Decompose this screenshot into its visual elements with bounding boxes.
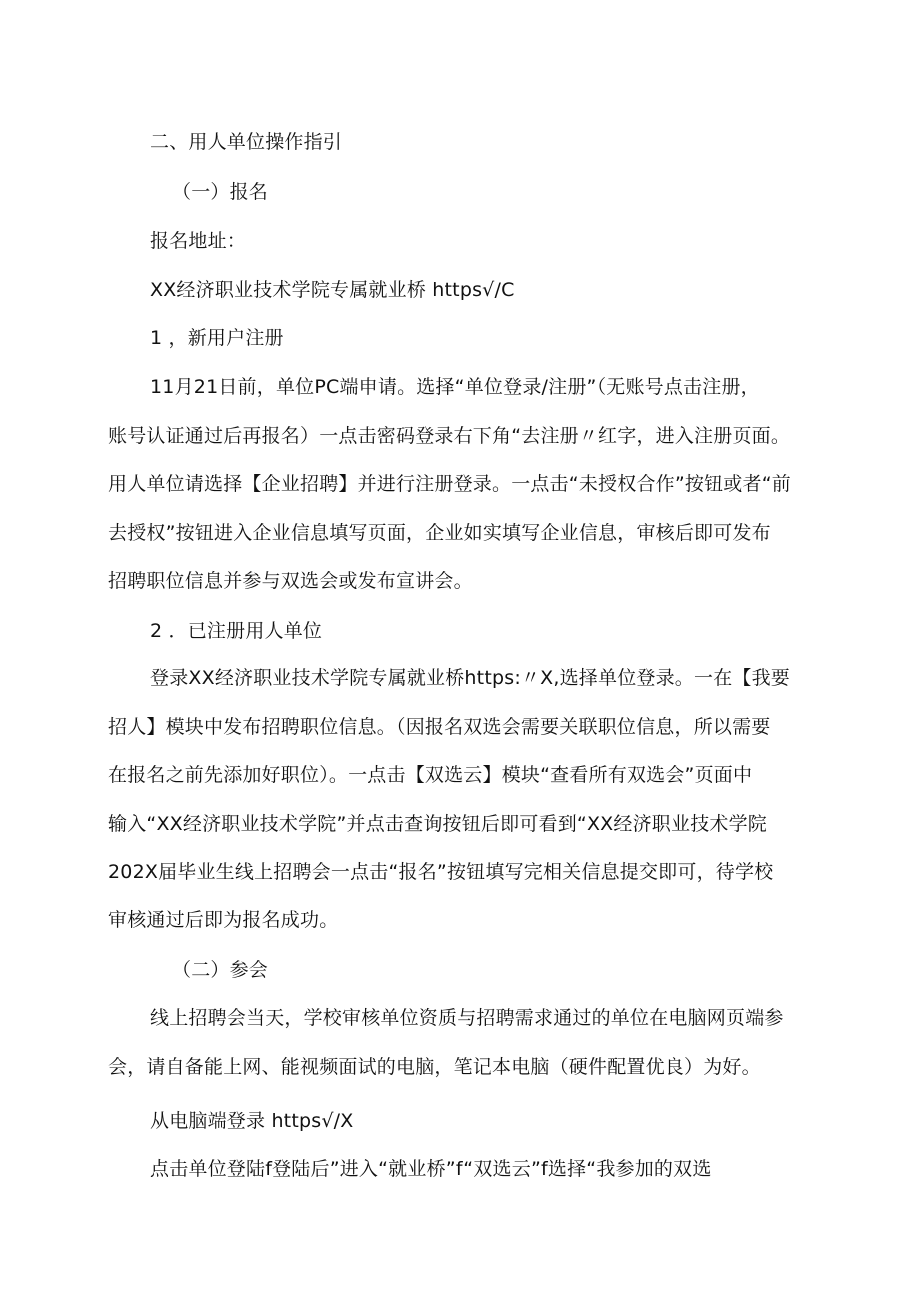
- subsection-heading: （一）报名: [172, 181, 269, 203]
- paragraph-line: 点击单位登陆f登陆后”进入“就业桥”f“双选云”f选择“我参加的双选: [150, 1158, 712, 1180]
- paragraph-line: 登录XX经济职业技术学院专属就业桥https:〃X,选择单位登录。一在【我要: [150, 667, 790, 689]
- section-heading: 二、用人单位操作指引: [150, 131, 343, 153]
- paragraph-line: 202X届毕业生线上招聘会一点击“报名”按钮填写完相关信息提交即可，待学校: [108, 861, 774, 883]
- paragraph-line: 去授权”按钮进入企业信息填写页面，企业如实填写企业信息，审核后即可发布: [108, 522, 771, 544]
- paragraph-line: 招人】模块中发布招聘职位信息。（因报名双选会需要关联职位信息，所以需要: [108, 716, 771, 738]
- paragraph-line: 审核通过后即为报名成功。: [108, 909, 339, 931]
- numbered-heading: 2 ．已注册用人单位: [150, 620, 323, 642]
- paragraph-line: 招聘职位信息并参与双选会或发布宣讲会。: [108, 570, 473, 592]
- paragraph-line: 线上招聘会当天，学校审核单位资质与招聘需求通过的单位在电脑网页端参: [150, 1007, 784, 1029]
- paragraph-line: XX经济职业技术学院专属就业桥 https√/C: [150, 279, 515, 301]
- paragraph-line: 输入“XX经济职业技术学院”并点击查询按钮后即可看到“XX经济职业技术学院: [108, 813, 767, 835]
- paragraph-line: 在报名之前先添加好职位）。一点击【双选云】模块“查看所有双选会”页面中: [108, 764, 753, 786]
- paragraph-line: 报名地址：: [150, 230, 247, 252]
- numbered-heading: 1 ，新用户注册: [150, 327, 284, 349]
- paragraph-line: 账号认证通过后再报名）一点击密码登录右下角“去注册〃红字，进入注册页面。: [108, 425, 791, 447]
- subsection-heading: （二）参会: [172, 959, 269, 981]
- paragraph-line: 用人单位请选择【企业招聘】并进行注册登录。一点击“未授权合作”按钮或者“前: [108, 473, 791, 495]
- paragraph-line: 会，请自备能上网、能视频面试的电脑，笔记本电脑（硬件配置优良）为好。: [108, 1056, 761, 1078]
- paragraph-line: 从电脑端登录 https√/X: [150, 1110, 354, 1132]
- paragraph-line: 11月21日前，单位PC端申请。选择“单位登录/注册”（无账号点击注册，: [150, 376, 760, 398]
